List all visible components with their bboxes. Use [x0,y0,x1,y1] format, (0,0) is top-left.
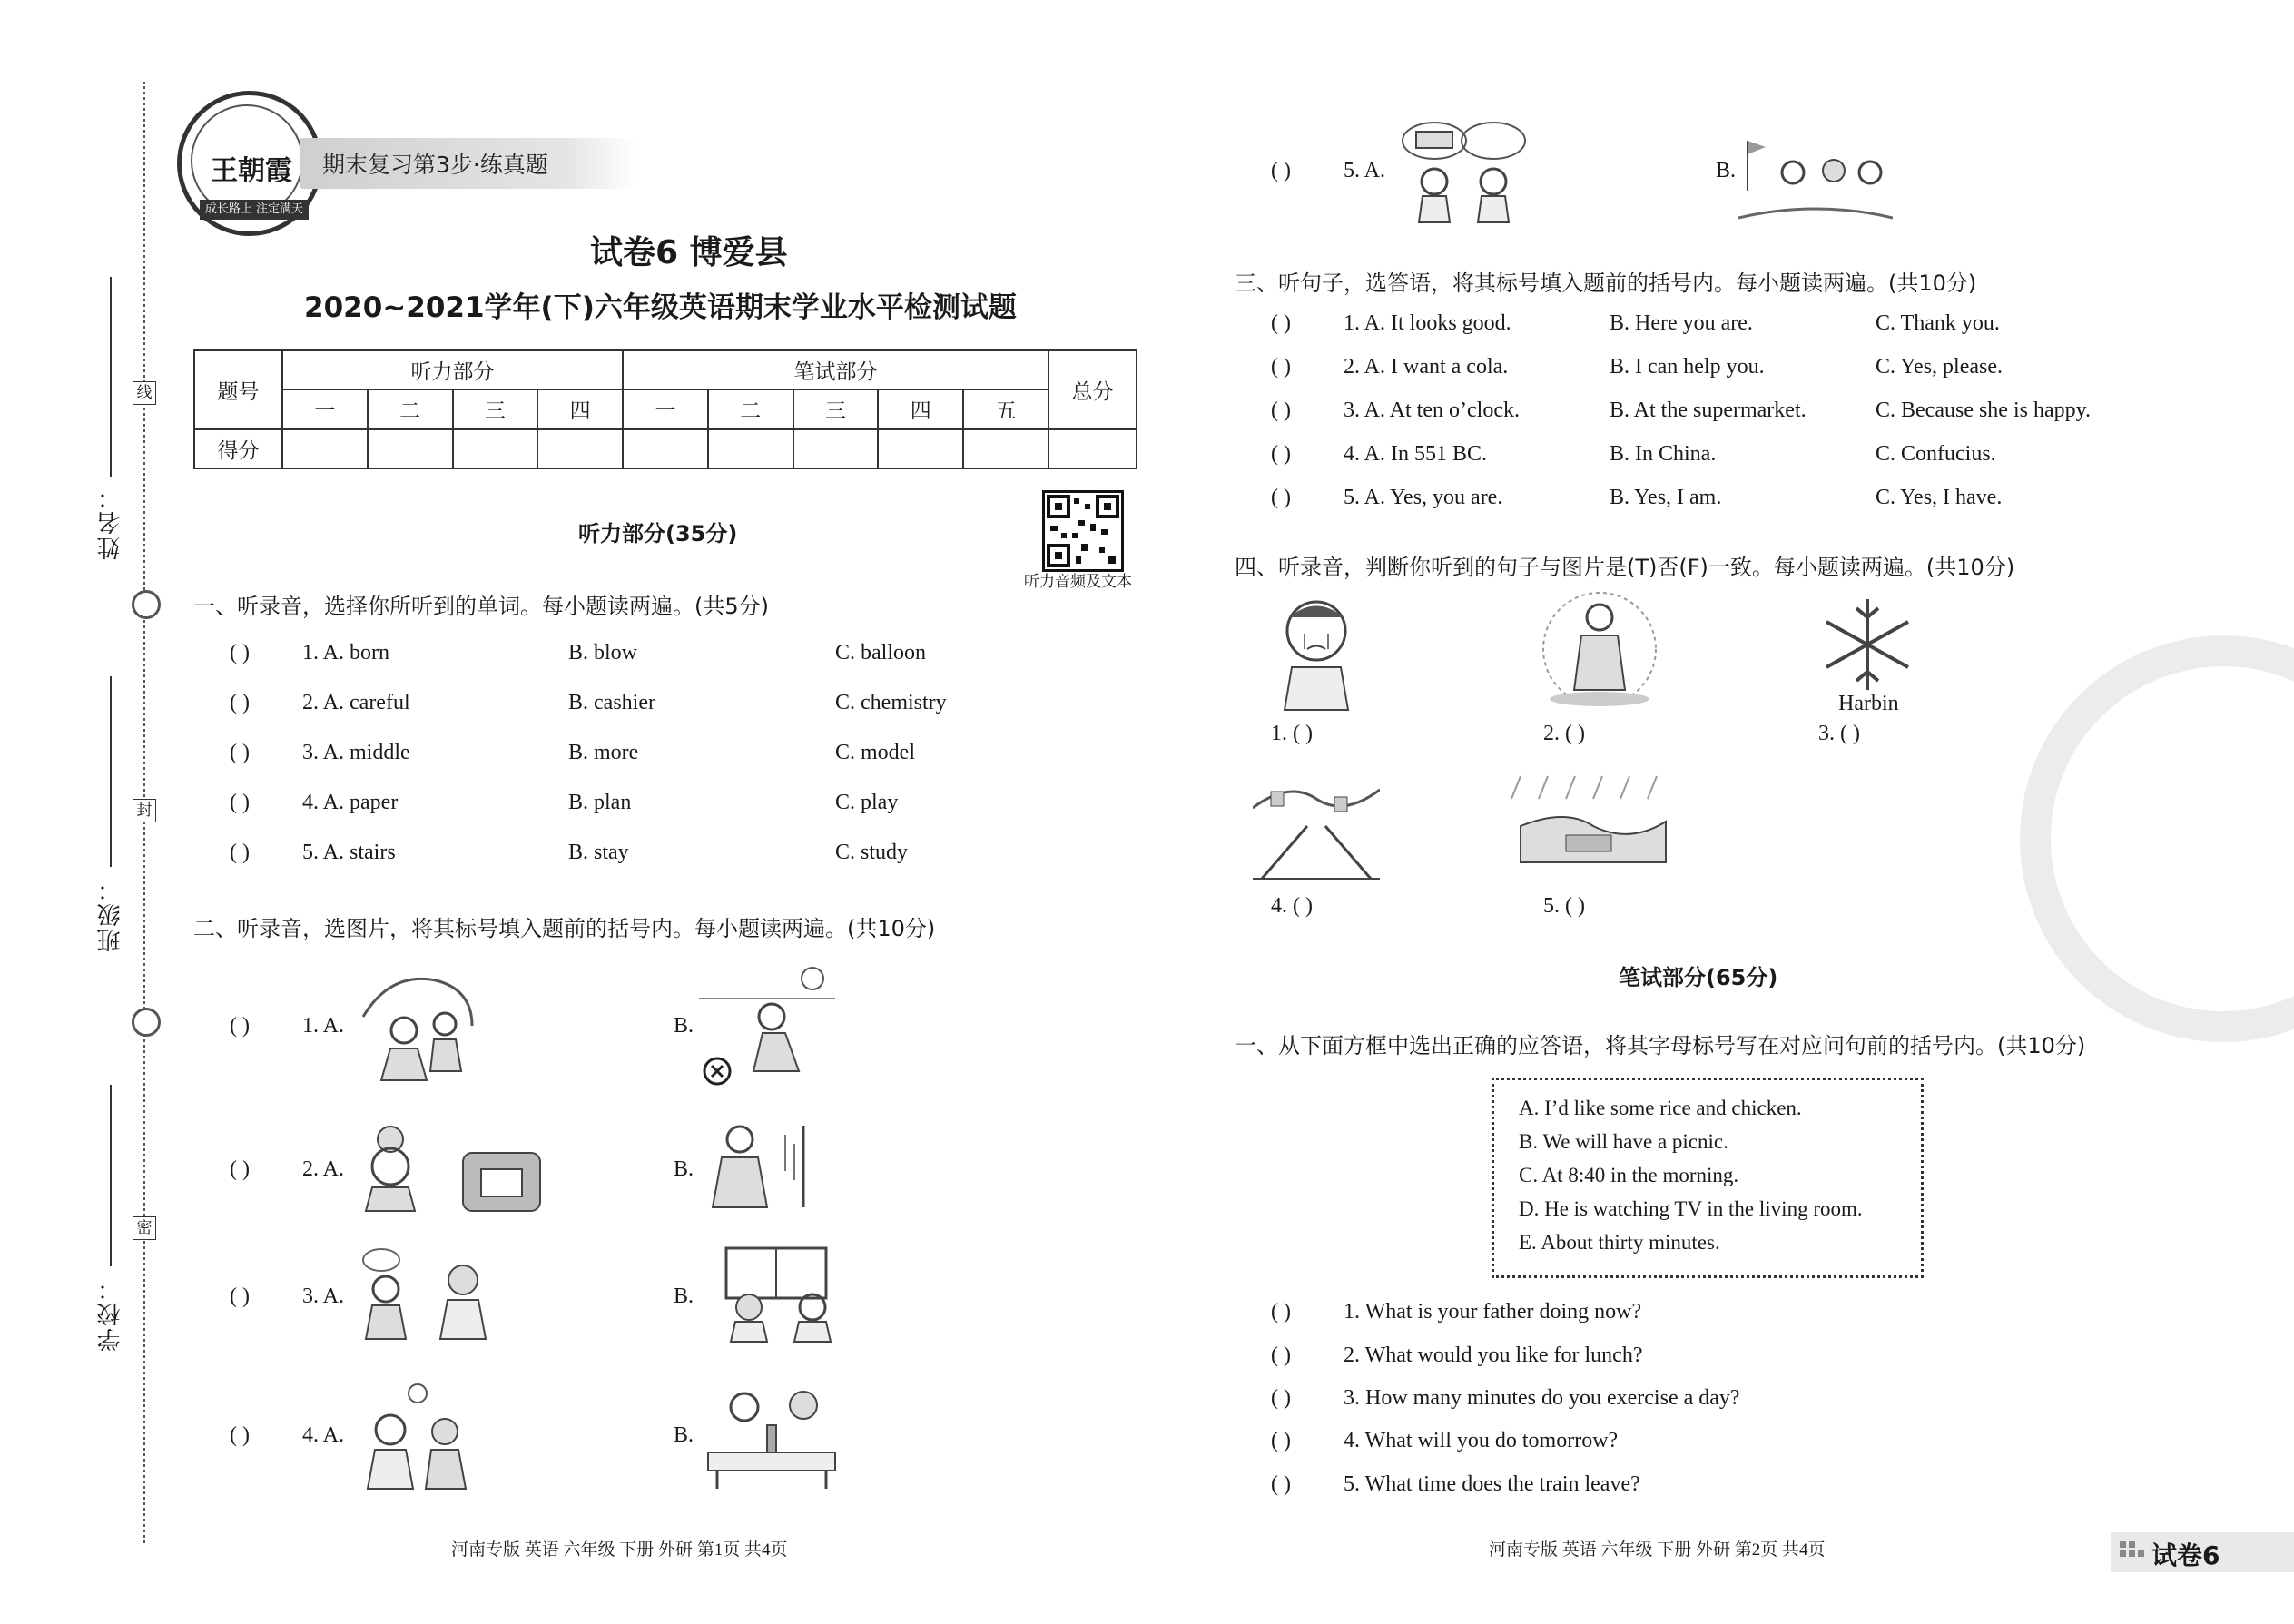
picture-great-wall [1253,772,1380,881]
written-col: 三 [793,389,879,428]
logo-text: 王朝霞 [211,156,292,186]
sec1-option-b: B. cashier [568,691,655,714]
sec1-item: ( ) 5. A. stairs [230,841,396,864]
picture-kids-celebrate [350,1375,486,1493]
written-col: 二 [708,389,793,428]
sec3-option-c: C. Yes, I have. [1876,486,2003,509]
footer-left: 河南专版 英语 六年级 下册 外研 第1页 共4页 [451,1540,788,1560]
logo-banner: 成长路上 注定满天 [200,200,309,220]
answer-option-a: A. I’d like some rice and chicken. [1519,1097,1802,1119]
name-label: 姓名： [97,484,124,560]
sec4-item-2: 2. ( ) [1543,722,1585,745]
sec1-option-b: B. stay [568,841,629,864]
answer-option-d: D. He is watching TV in the living room. [1519,1197,1863,1220]
written-col: 五 [963,389,1049,428]
picture-boy-football [699,962,835,1089]
picture-kids-playing [354,962,481,1089]
sec3-option-b: B. At the supermarket. [1610,399,1807,422]
wsec1-question: ( ) 1. What is your father doing now? [1271,1300,1642,1324]
cut-mark-feng: 封 [133,799,156,822]
wsec1-question: ( ) 2. What would you like for lunch? [1271,1343,1643,1367]
sec2-option-b: B. [674,1423,694,1447]
wsec1-question: ( ) 5. What time does the train leave? [1271,1472,1640,1496]
sec1-option-b: B. blow [568,641,638,664]
name-blank [110,277,112,477]
sec4-item-5: 5. ( ) [1543,894,1585,918]
paper-tab [2111,1532,2294,1572]
step-banner-text: 期末复习第3步·练真题 [322,152,548,178]
sec1-option-c: C. model [835,741,915,764]
picture-two-girls [350,1244,504,1343]
sec4-item-3: 3. ( ) [1818,722,1860,745]
sec1-option-c: C. chemistry [835,691,947,714]
sec3-option-b: B. I can help you. [1610,355,1765,379]
sec3-option-b: B. Here you are. [1610,311,1753,335]
exam-subtitle: 2020~2021学年(下)六年级英语期末学业水平检测试题 [304,291,1017,324]
binding-hole-icon [132,1008,161,1037]
sec1-option-c: C. balloon [835,641,926,664]
sec1-item: ( ) 1. A. born [230,641,389,664]
sec1-option-c: C. play [835,791,899,814]
listening-col: 一 [282,389,368,428]
paper-tab-label: 试卷6 [2151,1540,2220,1570]
listening-col: 四 [537,389,623,428]
wsec1-heading: 一、从下面方框中选出正确的应答语，将其字母标号写在对应问句前的括号内。(共10分) [1235,1033,2086,1058]
harbin-label: Harbin [1838,692,1899,715]
binding-hole-icon [132,590,161,619]
step-banner [300,138,635,189]
sec1-option-c: C. study [835,841,909,864]
sec1-item: ( ) 4. A. paper [230,791,399,814]
sec3-item: ( ) 3. A. At ten o’clock. [1271,399,1520,422]
sec3-item: ( ) 1. A. It looks good. [1271,311,1511,335]
sec1-heading: 一、听录音，选择你所听到的单词。每小题读两遍。(共5分) [193,594,769,619]
qr-code-icon[interactable] [1042,490,1124,572]
picture-rainy-street [1511,772,1670,871]
picture-boy-rain [1534,586,1666,713]
written-header: 笔试部分 [623,350,1049,389]
sec4-item-4: 4. ( ) [1271,894,1313,918]
listening-col: 三 [453,389,538,428]
listening-title: 听力部分(35分) [578,521,738,546]
score-table [193,349,1137,469]
sec2-heading: 二、听录音，选图片，将其标号填入题前的括号内。每小题读两遍。(共10分) [193,916,936,941]
sec3-heading: 三、听句子，选答语，将其标号填入题前的括号内。每小题读两遍。(共10分) [1235,271,1977,296]
sec4-item-1: 1. ( ) [1271,722,1313,745]
sec3-option-c: C. Because she is happy. [1876,399,2092,422]
written-title: 笔试部分(65分) [1619,965,1778,990]
answer-option-c: C. At 8:40 in the morning. [1519,1164,1739,1186]
grid-dots-icon [2120,1541,2145,1563]
picture-kids-thinking-train [1393,118,1530,227]
sec2-item: ( ) 3. A. [230,1284,345,1308]
class-blank [110,676,112,867]
sec4-heading: 四、听录音，判断你听到的句子与图片是(T)否(F)一致。每小题读两遍。(共10分) [1235,555,2015,580]
sec3-item: ( ) 4. A. In 551 BC. [1271,442,1488,466]
watermark-seal [2020,635,2294,1042]
written-col: 四 [878,389,963,428]
picture-classroom-kids [699,1244,853,1343]
sec3-option-c: C. Confucius. [1876,442,1996,466]
sec1-item: ( ) 2. A. careful [230,691,410,714]
sec3-item: ( ) 5. A. Yes, you are. [1271,486,1503,509]
answer-option-b: B. We will have a picnic. [1519,1130,1728,1153]
answer-options-box [1492,1078,1924,1278]
picture-boy-window [704,1117,822,1216]
total-header: 总分 [1049,350,1137,429]
listening-col: 二 [368,389,453,428]
sec2-option-b: B. [674,1157,694,1181]
written-col: 一 [623,389,708,428]
school-label: 学校： [97,1275,124,1352]
class-label: 班级： [97,876,124,952]
picture-girl-telephone [350,1117,549,1216]
paper-title: 试卷6 博爱县 [590,234,788,271]
listening-header: 听力部分 [282,350,623,389]
score-row-label: 得分 [194,429,282,468]
sec1-option-b: B. plan [568,791,632,814]
footer-right: 河南专版 英语 六年级 下册 外研 第2页 共4页 [1489,1540,1826,1560]
sec3-item: ( ) 2. A. I want a cola. [1271,355,1509,379]
answer-option-e: E. About thirty minutes. [1519,1231,1720,1254]
sec1-item: ( ) 3. A. middle [230,741,410,764]
col-question-header: 题号 [194,350,282,429]
picture-kids-outdoors [1738,136,1893,227]
sec2-item: ( ) 5. A. [1271,159,1386,182]
wsec1-question: ( ) 4. What will you do tomorrow? [1271,1429,1619,1452]
sec2-option-b: B. [674,1014,694,1038]
wsec1-question: ( ) 3. How many minutes do you exercise a day? [1271,1386,1740,1410]
qr-caption: 听力音频及文本 [1024,573,1132,590]
cut-mark-mi: 密 [133,1216,156,1240]
sec2-item: ( ) 4. A. [230,1423,345,1447]
sec1-option-b: B. more [568,741,639,764]
sec2-option-b: B. [1716,159,1737,182]
sec3-option-b: B. Yes, I am. [1610,486,1722,509]
school-blank [110,1085,112,1266]
sec3-option-c: C. Thank you. [1876,311,2000,335]
snowflake-icon [1816,595,1920,694]
sec3-option-b: B. In China. [1610,442,1717,466]
picture-boys-desk [699,1380,844,1493]
sec2-item: ( ) 2. A. [230,1157,345,1181]
cut-mark-xian: 线 [133,381,156,405]
picture-crying-boy [1275,590,1357,713]
sec3-option-c: C. Yes, please. [1876,355,2004,379]
sec2-option-b: B. [674,1284,694,1308]
sec2-item: ( ) 1. A. [230,1014,345,1038]
